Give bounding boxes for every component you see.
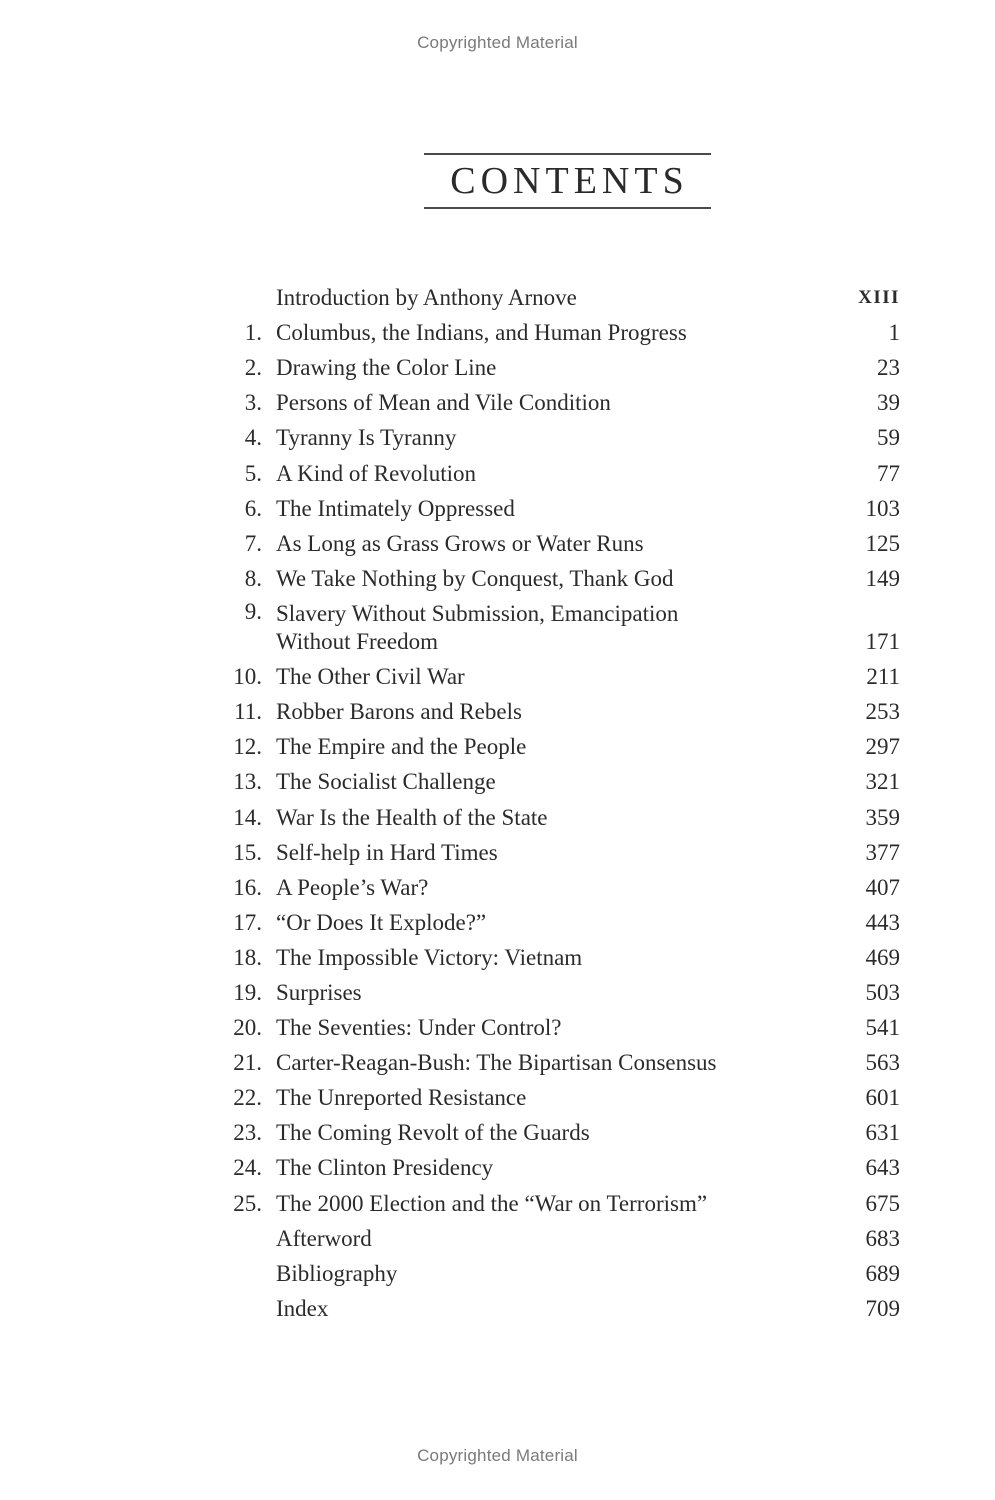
toc-entry-title: The Empire and the People	[276, 734, 527, 760]
toc-entry-title: The Unreported Resistance	[276, 1085, 527, 1111]
contents-heading-box	[424, 153, 711, 209]
toc-entry-number: 5.	[244, 460, 262, 486]
toc-entry-page: 709	[865, 1295, 900, 1321]
toc-entry[interactable]	[228, 867, 900, 902]
toc-entry-page: 563	[865, 1050, 900, 1076]
toc-entry[interactable]	[228, 1147, 900, 1182]
toc-entry-page: 377	[865, 839, 900, 865]
toc-entry-number: 3.	[244, 390, 262, 416]
toc-entry-page: 407	[865, 874, 900, 900]
toc-entry-number: 9.	[244, 598, 262, 624]
toc-entry-page: 675	[865, 1190, 900, 1216]
toc-entry-number: 4.	[244, 425, 262, 451]
toc-entry-introduction[interactable]	[228, 277, 900, 312]
toc-entry[interactable]	[228, 1007, 900, 1042]
toc-entry[interactable]	[228, 417, 900, 452]
toc-entry[interactable]	[228, 937, 900, 972]
toc-entry-page: 643	[865, 1155, 900, 1181]
toc-entry[interactable]	[228, 382, 900, 417]
toc-entry[interactable]	[228, 347, 900, 382]
toc-entry-page: 443	[865, 909, 900, 935]
toc-entry[interactable]	[228, 691, 900, 726]
toc-entry-title: Index	[276, 1295, 329, 1321]
toc-entry-number: 17.	[233, 909, 262, 935]
toc-entry-title: Robber Barons and Rebels	[276, 699, 522, 725]
toc-entry-page: 689	[865, 1260, 900, 1286]
toc-entry-title: Persons of Mean and Vile Condition	[276, 390, 611, 416]
toc-entry-page: 503	[865, 979, 900, 1005]
toc-entry-page: 23	[877, 355, 900, 381]
toc-entry-number: 18.	[233, 944, 262, 970]
toc-entry-page: 77	[877, 460, 900, 486]
toc-entry-number: 23.	[233, 1120, 262, 1146]
toc-entry[interactable]	[228, 1042, 900, 1077]
toc-entry-title: Tyranny Is Tyranny	[276, 425, 457, 451]
toc-entry[interactable]	[228, 1182, 900, 1217]
toc-entry-page: 39	[877, 390, 900, 416]
toc-entry[interactable]	[228, 796, 900, 831]
toc-entry-page: 683	[865, 1225, 900, 1251]
toc-entry-title: War Is the Health of the State	[276, 804, 548, 830]
toc-entry-number: 8.	[244, 565, 262, 591]
toc-entry-page: 59	[877, 425, 900, 451]
toc-entry-page: 125	[865, 530, 900, 556]
toc-entry-title: Carter-Reagan-Bush: The Bipartisan Consensus	[276, 1050, 717, 1076]
toc-entry-page: 149	[865, 565, 900, 591]
toc-entry[interactable]	[228, 726, 900, 761]
toc-entry[interactable]	[228, 523, 900, 558]
toc-entry-number: 15.	[233, 839, 262, 865]
toc-entry-title: The Socialist Challenge	[276, 769, 496, 795]
toc-entry-title: Surprises	[276, 979, 362, 1005]
toc-entry[interactable]	[228, 832, 900, 867]
toc-entry-title	[262, 600, 820, 656]
toc-entry-number: 21.	[233, 1050, 262, 1076]
table-of-contents	[228, 277, 900, 1323]
toc-entry-page: 541	[865, 1015, 900, 1041]
toc-entry-page: 171	[865, 629, 900, 655]
toc-entry-title: The Clinton Presidency	[276, 1155, 494, 1181]
toc-entry-number: 11.	[234, 699, 262, 725]
toc-entry[interactable]	[228, 761, 900, 796]
toc-entry-number: 7.	[244, 530, 262, 556]
toc-entry-title: Afterword	[276, 1225, 372, 1251]
toc-entry-number: 2.	[244, 355, 262, 381]
toc-entry[interactable]	[228, 312, 900, 347]
toc-entry[interactable]	[228, 1077, 900, 1112]
toc-entry-number: 16.	[233, 874, 262, 900]
toc-entry-title: The 2000 Election and the “War on Terrorism”	[276, 1190, 708, 1216]
toc-entry-page: 631	[865, 1120, 900, 1146]
toc-entry-page: 1	[888, 320, 900, 346]
toc-entry-title: A Kind of Revolution	[276, 460, 476, 486]
toc-entry-number: 1.	[244, 320, 262, 346]
toc-entry-title: The Coming Revolt of the Guards	[276, 1120, 590, 1146]
toc-entry-title: The Seventies: Under Control?	[276, 1015, 562, 1041]
toc-entry-number: 13.	[233, 769, 262, 795]
toc-entry-page: 601	[865, 1085, 900, 1111]
toc-entry-page: XIII	[858, 287, 900, 309]
toc-entry-title: Bibliography	[276, 1260, 398, 1286]
toc-entry-number: 25.	[233, 1190, 262, 1216]
toc-entry-number: 19.	[233, 979, 262, 1005]
toc-entry[interactable]	[228, 902, 900, 937]
toc-entry-title: Drawing the Color Line	[276, 355, 497, 381]
toc-entry-bibliography[interactable]	[228, 1253, 900, 1288]
toc-entry-title: The Intimately Oppressed	[276, 495, 515, 521]
toc-entry-number: 20.	[233, 1015, 262, 1041]
toc-entry-title: As Long as Grass Grows or Water Runs	[276, 530, 644, 556]
toc-entry-page: 469	[865, 944, 900, 970]
toc-entry-title: Introduction by Anthony Arnove	[276, 285, 577, 311]
toc-entry-page: 211	[866, 664, 900, 690]
toc-entry-title: The Impossible Victory: Vietnam	[276, 944, 583, 970]
watermark-top: Copyrighted Material	[417, 33, 578, 52]
toc-entry-title-line: Without Freedom	[276, 629, 438, 655]
toc-entry-title: A People’s War?	[276, 874, 429, 900]
toc-entry-number: 6.	[244, 495, 262, 521]
toc-entry-number: 24.	[233, 1155, 262, 1181]
toc-entry-page: 253	[865, 699, 900, 725]
toc-entry-title: The Other Civil War	[276, 664, 465, 690]
toc-entry-title: We Take Nothing by Conquest, Thank God	[276, 565, 674, 591]
toc-entry-number: 14.	[233, 804, 262, 830]
toc-entry-page: 359	[865, 804, 900, 830]
toc-entry-page: 321	[865, 769, 900, 795]
toc-entry-index[interactable]	[228, 1288, 900, 1323]
toc-entry-page: 103	[865, 495, 900, 521]
toc-entry[interactable]	[228, 656, 900, 691]
toc-entry-title: Columbus, the Indians, and Human Progress	[276, 320, 687, 346]
toc-entry[interactable]	[228, 593, 900, 656]
toc-entry-number: 22.	[233, 1085, 262, 1111]
toc-entry[interactable]	[228, 488, 900, 523]
watermark-bottom: Copyrighted Material	[417, 1446, 578, 1465]
toc-entry[interactable]	[228, 558, 900, 593]
toc-entry[interactable]	[228, 452, 900, 487]
page-title: CONTENTS	[450, 160, 689, 202]
toc-entry-title: Self-help in Hard Times	[276, 839, 498, 865]
toc-entry-title: “Or Does It Explode?”	[276, 909, 487, 935]
toc-entry-number: 10.	[233, 664, 262, 690]
toc-entry-afterword[interactable]	[228, 1218, 900, 1253]
toc-entry[interactable]	[228, 972, 900, 1007]
toc-entry-page: 297	[865, 734, 900, 760]
toc-entry-title-line: Slavery Without Submission, Emancipation	[276, 601, 679, 627]
toc-entry-number: 12.	[233, 734, 262, 760]
toc-entry[interactable]	[228, 1112, 900, 1147]
